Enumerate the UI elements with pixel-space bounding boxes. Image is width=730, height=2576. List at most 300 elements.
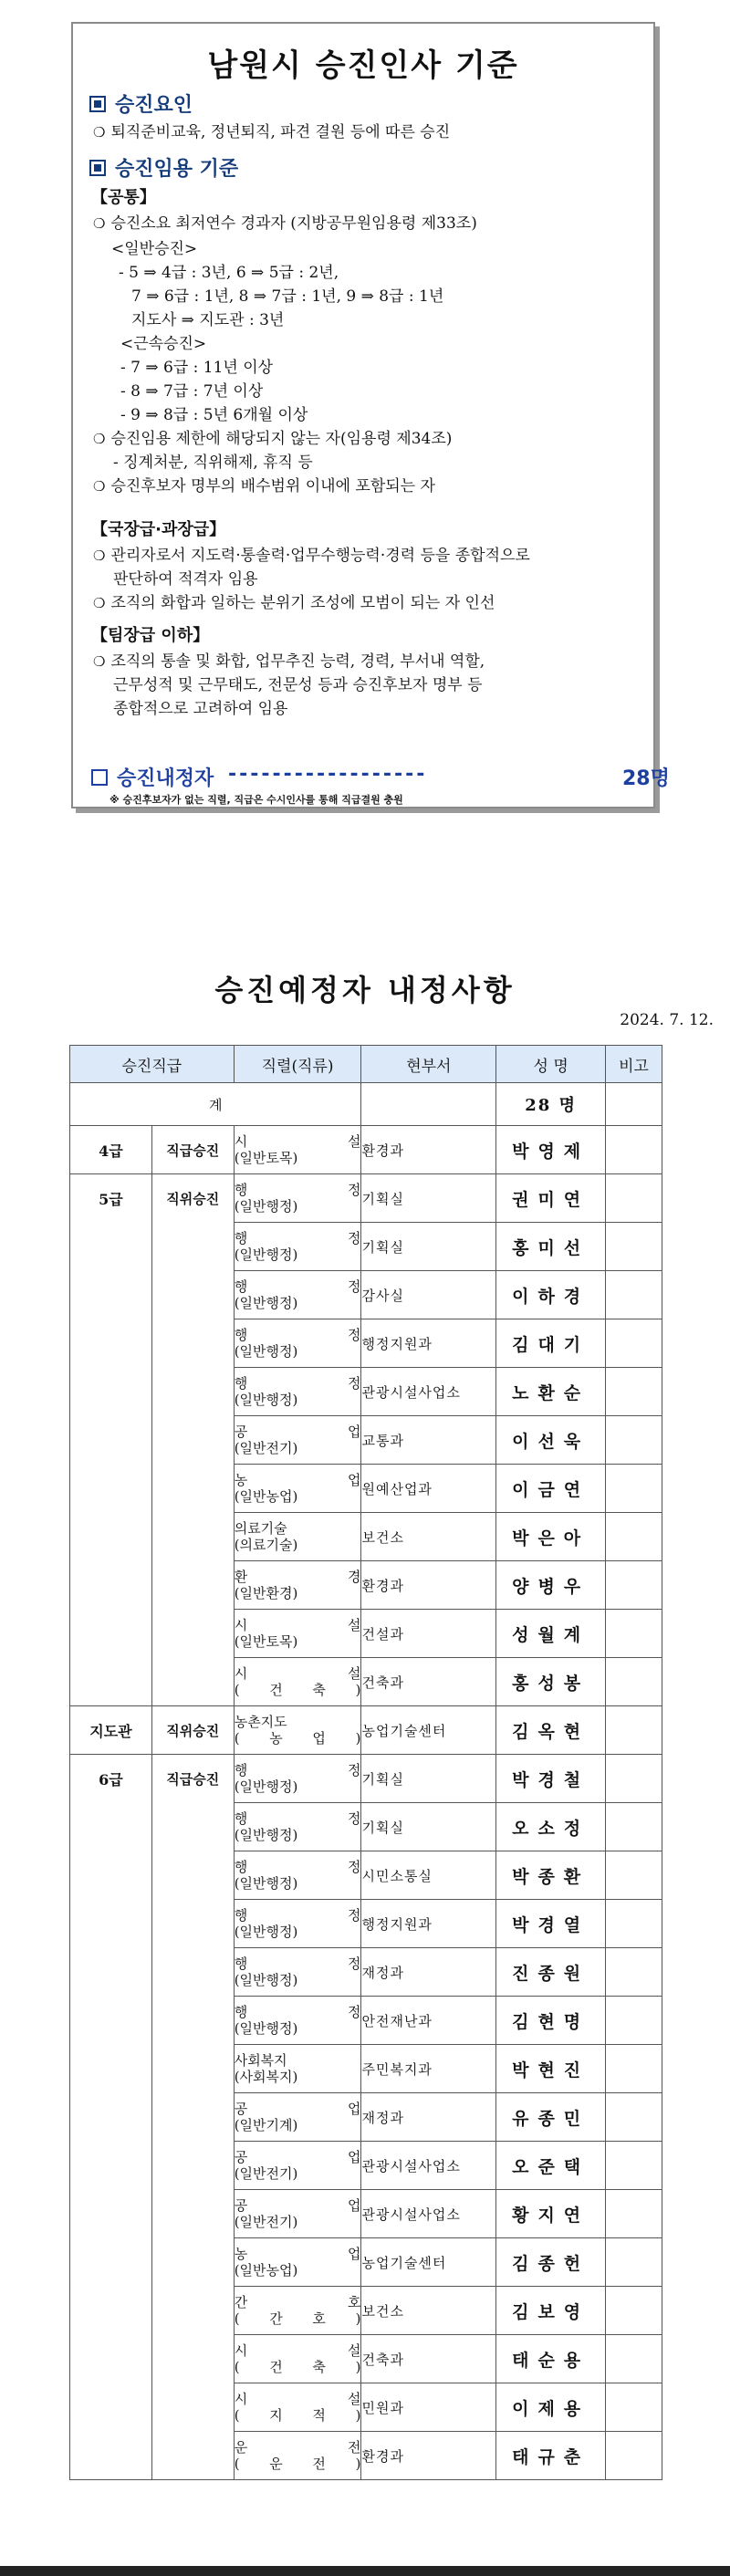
director-line: ❍ 조직의 화합과 일하는 분위기 조성에 모범이 되는 자 인선 <box>93 594 495 612</box>
job-series: 사회복지 <box>234 2052 287 2069</box>
job-class: (일반농업) <box>234 1488 298 1505</box>
job-series-cell <box>234 2383 361 2432</box>
grade-cell <box>70 2045 152 2093</box>
note-cell <box>606 2238 662 2287</box>
table-row <box>70 1368 662 1416</box>
job-series-cell <box>234 1851 361 1900</box>
table-row <box>70 1658 662 1706</box>
promotion-type-cell <box>151 1223 234 1271</box>
note-cell <box>606 1948 662 1997</box>
director-line: 판단하여 적격자 임용 <box>113 570 258 589</box>
note-cell <box>606 1755 662 1803</box>
job-class: (일반농업) <box>234 2262 298 2279</box>
job-class: (일반행정) <box>234 1343 298 1360</box>
department-cell: 관광시설사업소 <box>361 2142 496 2190</box>
grade-cell <box>70 1416 152 1465</box>
promotion-type-cell <box>151 1416 234 1465</box>
name-cell: 황지연 <box>496 2190 606 2238</box>
job-series: 공 업 <box>234 2149 361 2165</box>
table-row <box>70 2142 662 2190</box>
director-line: ❍ 관리자로서 지도력·통솔력·업무수행능력·경력 등을 종합적으로 <box>93 547 530 565</box>
job-class: (일반토목) <box>234 1633 298 1650</box>
department-cell: 환경과 <box>361 2432 496 2480</box>
job-class: ( 건 축 ) <box>234 2359 361 2375</box>
job-class: (사회복지) <box>234 2069 298 2085</box>
job-series: 농 업 <box>234 2246 361 2262</box>
name-cell: 김옥현 <box>496 1706 606 1755</box>
department-cell: 보건소 <box>361 1513 496 1561</box>
department-cell: 건축과 <box>361 2335 496 2383</box>
promotion-type-cell <box>151 1368 234 1416</box>
name-cell: 양병우 <box>496 1561 606 1610</box>
grade-cell <box>70 2287 152 2335</box>
list-date: 2024. 7. 12. <box>620 1011 714 1029</box>
job-class: (일반행정) <box>234 1924 298 1940</box>
grade-cell <box>70 1948 152 1997</box>
table-row <box>70 1900 662 1948</box>
table-row <box>70 2287 662 2335</box>
department-cell: 관광시설사업소 <box>361 1368 496 1416</box>
job-series-cell <box>234 2335 361 2383</box>
table-header-row <box>70 1046 662 1083</box>
name-cell: 김현명 <box>496 1997 606 2045</box>
job-class: (의료기술) <box>234 1537 298 1553</box>
department-cell: 민원과 <box>361 2383 496 2432</box>
job-series: 간 호 <box>234 2294 361 2310</box>
note-cell <box>606 2335 662 2383</box>
table-row <box>70 1126 662 1174</box>
note-cell <box>606 1803 662 1851</box>
job-series-cell <box>234 1368 361 1416</box>
grade-cell <box>70 1997 152 2045</box>
note-cell <box>606 2383 662 2432</box>
department-cell: 환경과 <box>361 1561 496 1610</box>
sum-note <box>606 1083 662 1126</box>
promotion-type-cell <box>151 1271 234 1319</box>
promotion-type-cell <box>151 1803 234 1851</box>
sum-empty <box>361 1083 496 1126</box>
job-series-cell <box>234 2432 361 2480</box>
name-cell: 태순용 <box>496 2335 606 2383</box>
table-row <box>70 2190 662 2238</box>
section-promotion-factors: 승진요인 <box>89 89 193 118</box>
job-series-cell <box>234 1271 361 1319</box>
table-row <box>70 1271 662 1319</box>
common-line: - 7 ⇒ 6급 : 11년 이상 <box>120 359 274 377</box>
job-series-cell <box>234 1174 361 1223</box>
note-cell <box>606 1997 662 2045</box>
department-cell: 관광시설사업소 <box>361 2190 496 2238</box>
name-cell: 권미연 <box>496 1174 606 1223</box>
job-class: (일반행정) <box>234 1246 298 1263</box>
department-cell: 원예산업과 <box>361 1465 496 1513</box>
note-cell <box>606 2093 662 2142</box>
name-cell: 이선욱 <box>496 1416 606 1465</box>
table-row <box>70 1465 662 1513</box>
table-row <box>70 1416 662 1465</box>
promotion-type-cell <box>151 2045 234 2093</box>
name-cell: 박경철 <box>496 1755 606 1803</box>
job-series-cell <box>234 1706 361 1755</box>
job-series: 농촌지도 <box>234 1714 287 1730</box>
grade-cell <box>70 2432 152 2480</box>
name-cell: 오소정 <box>496 1803 606 1851</box>
job-series-cell <box>234 2142 361 2190</box>
promotion-type-cell <box>151 2287 234 2335</box>
note-cell <box>606 1368 662 1416</box>
job-series: 공 업 <box>234 1424 361 1440</box>
job-class: (일반행정) <box>234 1198 298 1215</box>
name-cell: 오준택 <box>496 2142 606 2190</box>
job-series: 의료기술 <box>234 1520 287 1537</box>
square-bullet-icon <box>89 160 106 176</box>
promotion-type-cell: 직위승진 <box>151 1706 234 1755</box>
table-row <box>70 1997 662 2045</box>
department-cell: 기획실 <box>361 1803 496 1851</box>
promotion-table <box>69 1045 662 2480</box>
grade-cell <box>70 1465 152 1513</box>
job-class: ( 운 전 ) <box>234 2456 361 2472</box>
department-cell: 건축과 <box>361 1658 496 1706</box>
job-series-cell <box>234 1997 361 2045</box>
grade-cell <box>70 1900 152 1948</box>
common-line: 지도사 ⇒ 지도관 : 3년 <box>131 311 285 329</box>
table-row <box>70 1223 662 1271</box>
grade-cell <box>70 1658 152 1706</box>
job-series-cell <box>234 1561 361 1610</box>
grade-cell <box>70 2142 152 2190</box>
table-row <box>70 1174 662 1223</box>
name-cell: 박현진 <box>496 2045 606 2093</box>
department-cell: 안전재난과 <box>361 1997 496 2045</box>
common-line: 7 ⇒ 6급 : 1년, 8 ⇒ 7급 : 1년, 9 ⇒ 8급 : 1년 <box>131 287 444 306</box>
name-cell: 홍미선 <box>496 1223 606 1271</box>
grade-cell <box>70 2093 152 2142</box>
job-series: 행 정 <box>234 1810 361 1827</box>
promotion-type-cell: 직급승진 <box>151 1126 234 1174</box>
table-row <box>70 1561 662 1610</box>
note-cell <box>606 1851 662 1900</box>
job-series-cell <box>234 2093 361 2142</box>
department-cell: 행정지원과 <box>361 1319 496 1368</box>
note-cell <box>606 1658 662 1706</box>
job-series-cell <box>234 2045 361 2093</box>
promotion-type-cell <box>151 1610 234 1658</box>
department-cell: 농업기술센터 <box>361 2238 496 2287</box>
promotion-type-cell <box>151 1900 234 1948</box>
sum-row <box>70 1083 662 1126</box>
department-cell: 기획실 <box>361 1174 496 1223</box>
promotion-type-cell <box>151 1319 234 1368</box>
name-cell: 노환순 <box>496 1368 606 1416</box>
promotion-type-cell <box>151 2432 234 2480</box>
list-title: 승진예정자 내정사항 <box>214 973 516 1007</box>
job-series-cell <box>234 1416 361 1465</box>
job-series: 행 정 <box>234 2004 361 2020</box>
table-row <box>70 1513 662 1561</box>
grade-cell: 지도관 <box>70 1706 152 1755</box>
note-cell <box>606 2190 662 2238</box>
job-series-cell <box>234 1513 361 1561</box>
department-cell: 재정과 <box>361 1948 496 1997</box>
grade-cell <box>70 1610 152 1658</box>
table-row <box>70 2045 662 2093</box>
job-series-cell <box>234 1465 361 1513</box>
common-line: - 징계처분, 직위해제, 휴직 등 <box>113 454 313 472</box>
job-class: (일반토목) <box>234 1150 298 1166</box>
team-line: 종합적으로 고려하여 임용 <box>113 700 288 718</box>
common-line: - 5 ⇒ 4급 : 3년, 6 ⇒ 5급 : 2년, <box>119 264 339 282</box>
job-series: 행 정 <box>234 1327 361 1343</box>
job-class: (일반전기) <box>234 2165 298 2182</box>
job-series-cell <box>234 1948 361 1997</box>
header-note: 비고 <box>606 1046 662 1083</box>
name-cell: 태규춘 <box>496 2432 606 2480</box>
note-cell <box>606 1610 662 1658</box>
promotion-type-cell <box>151 1851 234 1900</box>
table-row <box>70 2335 662 2383</box>
job-series: 행 정 <box>234 1762 361 1778</box>
job-series-cell <box>234 2238 361 2287</box>
common-line: <일반승진> <box>111 240 198 258</box>
job-series-cell <box>234 1610 361 1658</box>
sum-count: 28 명 <box>496 1083 606 1126</box>
job-class: (일반전기) <box>234 2214 298 2230</box>
promotion-type-cell <box>151 1513 234 1561</box>
department-cell: 기획실 <box>361 1755 496 1803</box>
page-bottom-bar <box>0 2566 730 2576</box>
total-label: 승진내정자 <box>117 767 214 790</box>
promotion-type-cell <box>151 2190 234 2238</box>
name-cell: 이금연 <box>496 1465 606 1513</box>
job-series-cell <box>234 2287 361 2335</box>
common-line: ❍ 승진소요 최저연수 경과자 (지방공무원임용령 제33조) <box>93 214 477 233</box>
grade-cell <box>70 2238 152 2287</box>
name-cell: 진종원 <box>496 1948 606 1997</box>
total-row <box>91 763 670 791</box>
job-series: 시 설 <box>234 1133 361 1150</box>
common-line: - 9 ⇒ 8급 : 5년 6개월 이상 <box>120 406 308 424</box>
name-cell: 박은아 <box>496 1513 606 1561</box>
note-cell <box>606 2045 662 2093</box>
note-cell <box>606 1513 662 1561</box>
table-row <box>70 1319 662 1368</box>
name-cell: 박종환 <box>496 1851 606 1900</box>
job-series: 행 정 <box>234 1907 361 1924</box>
grade-cell <box>70 1223 152 1271</box>
name-cell: 박영제 <box>496 1126 606 1174</box>
name-cell: 김대기 <box>496 1319 606 1368</box>
job-class: (일반기계) <box>234 2117 298 2133</box>
note-cell <box>606 1174 662 1223</box>
grade-cell: 4급 <box>70 1126 152 1174</box>
job-series: 행 정 <box>234 1955 361 1972</box>
common-line: ❍ 승진후보자 명부의 배수범위 이내에 포함되는 자 <box>93 477 435 495</box>
common-label: 【공통】 <box>91 188 156 207</box>
job-series-cell <box>234 1900 361 1948</box>
job-class: (일반행정) <box>234 1392 298 1408</box>
section-promotion-criteria: 승진임용 기준 <box>89 153 238 182</box>
name-cell: 홍성봉 <box>496 1658 606 1706</box>
promotion-type-cell <box>151 1658 234 1706</box>
job-class: (일반환경) <box>234 1585 298 1601</box>
job-series-cell <box>234 1223 361 1271</box>
department-cell: 기획실 <box>361 1223 496 1271</box>
job-series: 공 업 <box>234 2197 361 2214</box>
header-job: 직렬(직류) <box>234 1046 361 1083</box>
sum-label: 계 <box>70 1083 361 1126</box>
grade-cell <box>70 2335 152 2383</box>
job-series: 운 전 <box>234 2439 361 2456</box>
name-cell: 김보영 <box>496 2287 606 2335</box>
note-cell <box>606 1319 662 1368</box>
name-cell: 성월계 <box>496 1610 606 1658</box>
job-class: (일반행정) <box>234 1778 298 1795</box>
total-count: 28명 <box>622 767 670 790</box>
promotion-type-cell <box>151 2335 234 2383</box>
job-class: (일반전기) <box>234 1440 298 1456</box>
total-dashes: ------------------ <box>228 763 428 786</box>
table-row <box>70 2383 662 2432</box>
grade-cell <box>70 2190 152 2238</box>
director-label: 【국장급·과장급】 <box>91 520 226 539</box>
job-class: (일반행정) <box>234 2020 298 2037</box>
note-cell <box>606 2142 662 2190</box>
table-row <box>70 1610 662 1658</box>
grade-cell <box>70 1368 152 1416</box>
header-name: 성 명 <box>496 1046 606 1083</box>
note-cell <box>606 1223 662 1271</box>
job-class: (일반행정) <box>234 1875 298 1892</box>
job-series: 행 정 <box>234 1182 361 1198</box>
department-cell: 시민소통실 <box>361 1851 496 1900</box>
square-bullet-icon <box>89 96 106 112</box>
department-cell: 재정과 <box>361 2093 496 2142</box>
job-series: 시 설 <box>234 1617 361 1633</box>
note-cell <box>606 1126 662 1174</box>
note-cell <box>606 1271 662 1319</box>
job-series: 시 설 <box>234 2391 361 2407</box>
promotion-type-cell: 직급승진 <box>151 1755 234 1803</box>
criteria-box <box>71 22 670 808</box>
department-cell: 보건소 <box>361 2287 496 2335</box>
square-bullet-icon <box>91 769 108 786</box>
grade-cell <box>70 1803 152 1851</box>
note-cell <box>606 1706 662 1755</box>
team-line: 근무성적 및 근무태도, 전문성 등과 승진후보자 명부 등 <box>113 676 483 694</box>
common-line: ❍ 승진임용 제한에 해당되지 않는 자(임용령 제34조) <box>93 430 453 448</box>
job-class: (일반행정) <box>234 1972 298 1988</box>
note-cell <box>606 1561 662 1610</box>
job-series-cell <box>234 1803 361 1851</box>
job-class: ( 지 적 ) <box>234 2407 361 2424</box>
grade-cell <box>70 1513 152 1561</box>
department-cell: 환경과 <box>361 1126 496 1174</box>
table-row <box>70 1948 662 1997</box>
note-cell <box>606 1900 662 1948</box>
header-dept: 현부서 <box>361 1046 496 1083</box>
department-cell: 교통과 <box>361 1416 496 1465</box>
grade-cell <box>70 2383 152 2432</box>
job-series-cell <box>234 1319 361 1368</box>
job-series: 환 경 <box>234 1569 361 1585</box>
table-row <box>70 1755 662 1803</box>
grade-cell <box>70 1561 152 1610</box>
job-series: 행 정 <box>234 1230 361 1246</box>
note-cell <box>606 2287 662 2335</box>
promotion-type-cell <box>151 1997 234 2045</box>
job-series: 행 정 <box>234 1278 361 1295</box>
table-row <box>70 2432 662 2480</box>
promotion-type-cell: 직위승진 <box>151 1174 234 1223</box>
grade-cell <box>70 1271 152 1319</box>
promotion-type-cell <box>151 1561 234 1610</box>
job-series-cell <box>234 2190 361 2238</box>
job-series: 시 설 <box>234 1665 361 1682</box>
common-line: - 8 ⇒ 7급 : 7년 이상 <box>120 382 264 401</box>
job-series: 농 업 <box>234 1472 361 1488</box>
grade-cell <box>70 1851 152 1900</box>
job-series: 행 정 <box>234 1375 361 1392</box>
criteria-note: ※ 승진후보자가 없는 직렬, 직급은 수시인사를 통해 직급결원 충원 <box>110 794 403 806</box>
department-cell: 건설과 <box>361 1610 496 1658</box>
job-class: (일반행정) <box>234 1295 298 1311</box>
header-grade: 승진직급 <box>70 1046 235 1083</box>
grade-cell: 5급 <box>70 1174 152 1223</box>
job-class: ( 건 축 ) <box>234 1682 361 1698</box>
job-series-cell <box>234 1126 361 1174</box>
name-cell: 이하경 <box>496 1271 606 1319</box>
table-row <box>70 2093 662 2142</box>
promotion-type-cell <box>151 1465 234 1513</box>
job-series-cell <box>234 1658 361 1706</box>
table-row <box>70 2238 662 2287</box>
promotion-type-cell <box>151 2238 234 2287</box>
job-series: 행 정 <box>234 1859 361 1875</box>
name-cell: 박경열 <box>496 1900 606 1948</box>
name-cell: 이제용 <box>496 2383 606 2432</box>
note-cell <box>606 1465 662 1513</box>
department-cell: 농업기술센터 <box>361 1706 496 1755</box>
grade-cell <box>70 1319 152 1368</box>
table-row <box>70 1706 662 1755</box>
department-cell: 감사실 <box>361 1271 496 1319</box>
table-row <box>70 1851 662 1900</box>
note-cell <box>606 2432 662 2480</box>
team-label: 【팀장급 이하】 <box>91 626 210 645</box>
job-series: 시 설 <box>234 2342 361 2359</box>
job-class: (일반행정) <box>234 1827 298 1843</box>
grade-cell: 6급 <box>70 1755 152 1803</box>
promotion-type-cell <box>151 2093 234 2142</box>
name-cell: 유종민 <box>496 2093 606 2142</box>
job-class: ( 농 업 ) <box>234 1730 361 1747</box>
promotion-type-cell <box>151 2142 234 2190</box>
job-series: 공 업 <box>234 2101 361 2117</box>
note-cell <box>606 1416 662 1465</box>
promotion-type-cell <box>151 2383 234 2432</box>
promotion-factor-item: ❍ 퇴직준비교육, 정년퇴직, 파견 결원 등에 따른 승진 <box>93 123 451 141</box>
job-series-cell <box>234 1755 361 1803</box>
table-row <box>70 1803 662 1851</box>
department-cell: 주민복지과 <box>361 2045 496 2093</box>
name-cell: 김종헌 <box>496 2238 606 2287</box>
team-line: ❍ 조직의 통솔 및 화합, 업무추진 능력, 경력, 부서내 역할, <box>93 652 485 671</box>
common-line: <근속승진> <box>120 335 207 353</box>
promotion-type-cell <box>151 1948 234 1997</box>
criteria-title: 남원시 승진인사 기준 <box>207 47 519 84</box>
department-cell: 행정지원과 <box>361 1900 496 1948</box>
